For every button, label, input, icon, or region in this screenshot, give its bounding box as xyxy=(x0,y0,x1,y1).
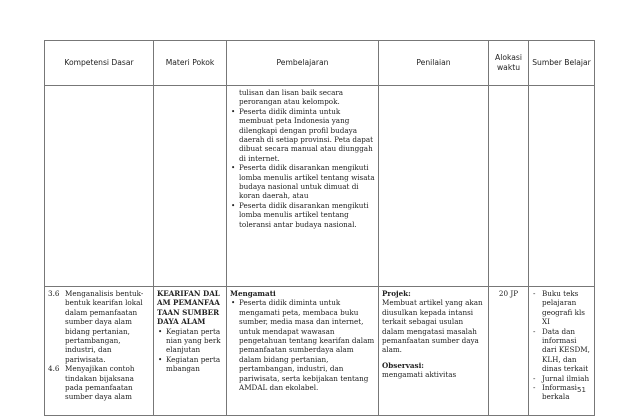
page-number: 51 xyxy=(577,386,586,394)
cell-pembelajaran xyxy=(227,86,379,287)
cell-materi-pokok xyxy=(154,287,227,416)
list-item: • Peserta didik disarankan mengikuti lomba menulis artikel tentang wisata budaya nasional untuk dimuat di koran daerah, atau xyxy=(230,163,375,201)
materi-title: KEARIFAN DALAM PEMANFAATAAN SUMBER DAYA ALAM xyxy=(157,289,220,327)
list-item: • Peserta didik disarankan mengikuti lomba menulis artikel tentang toleransi antar budaya nasional. xyxy=(230,201,375,229)
list-item: - Informasi berkala xyxy=(532,383,591,402)
bullet-list xyxy=(230,298,375,392)
header-kompetensi-dasar: Kompetensi Dasar xyxy=(45,41,154,86)
bullet-list xyxy=(157,327,223,374)
list-item: - Buku teks pelajaran geografi kls XI xyxy=(532,289,591,327)
header-pembelajaran: Pembelajaran xyxy=(227,41,379,86)
pembelajaran-title: Mengamati xyxy=(230,289,276,298)
header-penilaian: Penilaian xyxy=(379,41,489,86)
dash-list xyxy=(532,289,591,402)
penilaian-text: Membuat artikel yang akan diusulkan kepada intansi terkait sebagai usulan dalam mengatasi masalah pemanfaatan sumber daya alam. xyxy=(382,298,483,355)
cell-penilaian xyxy=(379,287,489,416)
cell-alokasi-waktu: 20 JP xyxy=(489,287,529,416)
header-row xyxy=(45,41,595,86)
observasi-text: mengamati aktivitas xyxy=(382,370,457,380)
kd-text: Menyajikan contoh tindakan bijaksana pada pemanfaatan sumber daya alam xyxy=(65,364,135,402)
continuation-text: tulisan dan lisan baik secara perorangan atau kelompok. xyxy=(239,88,344,107)
list-item: - Jurnal ilmiah xyxy=(532,374,591,383)
list-item: • Peserta didik diminta untuk mengamati peta, membaca buku sumber, media masa dan internet, untuk mendapat wawasan pengetahuan tentang kearifan dalam pemanfaatan sumberdaya alam dalam bidang pertanian, pertambangan, industri, dan pariwisata, serta kebijakan tentang AMDAL dan ekolabel. xyxy=(230,298,375,392)
kd-text: Menganalisis bentuk-bentuk kearifan lokal dalam pemanfaatan sumber daya alam bidang pertanian, pertambangan, industri, dan pariwisata. xyxy=(65,289,144,364)
header-alokasi-waktu: Alokasi waktu xyxy=(489,41,529,86)
cell-empty xyxy=(45,86,154,287)
syllabus-table xyxy=(44,40,595,416)
cell-empty xyxy=(489,86,529,287)
kd-item xyxy=(48,364,150,402)
list-item: - Data dan informasi dari KESDM, KLH, dan dinas terkait xyxy=(532,327,591,374)
cell-empty xyxy=(529,86,595,287)
table-row xyxy=(45,86,595,287)
bullet-list xyxy=(230,107,375,229)
penilaian-title: Projek: xyxy=(382,289,411,298)
cell-kompetensi-dasar xyxy=(45,287,154,416)
list-item: • Kegiatan pertambangan xyxy=(157,355,223,374)
cell-sumber-belajar xyxy=(529,287,595,416)
cell-empty xyxy=(379,86,489,287)
cell-empty xyxy=(154,86,227,287)
list-item: • Kegiatan pertanian yang berkelanjutan xyxy=(157,327,223,355)
observasi-title: Observasi: xyxy=(382,360,424,370)
kd-item xyxy=(48,289,150,364)
table-row xyxy=(45,287,595,416)
kd-number: 4.6 xyxy=(48,364,60,374)
kd-number: 3.6 xyxy=(48,289,60,298)
header-materi-pokok: Materi Pokok xyxy=(154,41,227,86)
list-item: • Peserta didik diminta untuk membuat peta Indonesia yang dilengkapi dengan profil budaya daerah di setiap provinsi. Peta dapat dibuat secara manual atau diunggah di internet. xyxy=(230,107,375,163)
cell-pembelajaran xyxy=(227,287,379,416)
header-sumber-belajar: Sumber Belajar xyxy=(529,41,595,86)
